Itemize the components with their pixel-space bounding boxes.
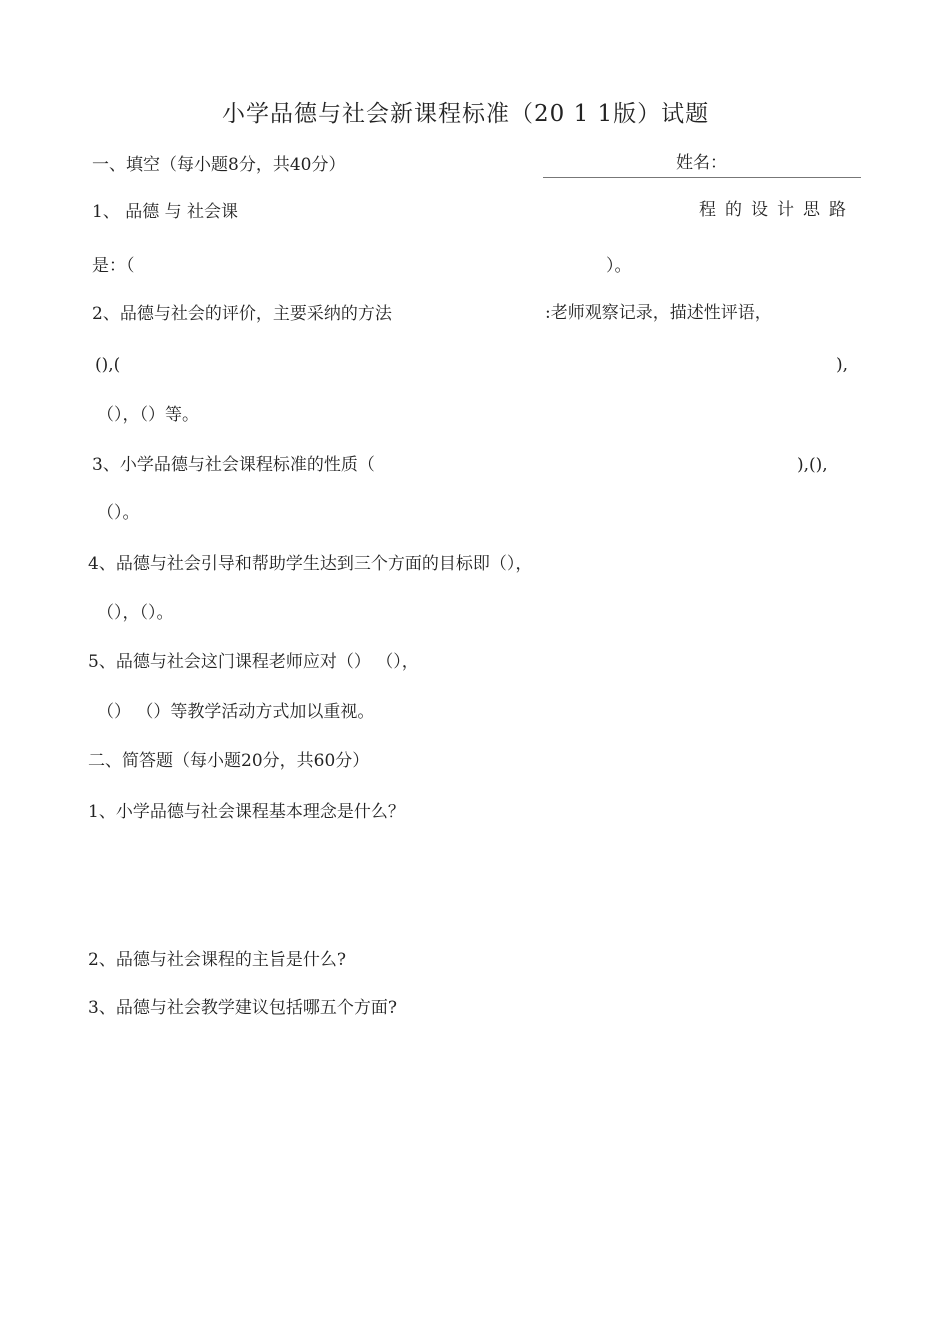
q2-answer-close: ), — [836, 355, 849, 375]
q2-answer-line3: （），（）等。 — [97, 405, 199, 425]
q2-answer-open: (),( — [95, 355, 121, 375]
q3-text-right: ),(), — [797, 455, 828, 475]
q3-text-left: 3、小学品德与社会课程标准的性质（ — [92, 455, 375, 475]
q2-text-right: :老师观察记录，描述性评语， — [545, 303, 772, 323]
section2-heading: 二、简答题（每小题20分，共60分） — [88, 751, 370, 771]
q5-line2: （） （）等教学活动方式加以重视。 — [97, 702, 375, 722]
q2-text-left: 2、品德与社会的评价，主要采纳的方法 — [92, 304, 392, 324]
q1-text-left: 1、 品德 与 社会课 — [92, 202, 239, 222]
section2-q1: 1、小学品德与社会课程基本理念是什么？ — [88, 802, 405, 822]
section2-q2: 2、品德与社会课程的主旨是什么? — [88, 950, 346, 970]
section2-q3: 3、品德与社会教学建议包括哪五个方面? — [88, 998, 397, 1018]
q4-line2: （），（）。 — [97, 603, 174, 623]
q4-line1: 4、品德与社会引导和帮助学生达到三个方面的目标即（）， — [88, 554, 533, 574]
q1-text-right: 程的设计思路 — [699, 200, 855, 220]
page-title: 小学品德与社会新课程标准（20 1 1版）试题 — [222, 101, 710, 127]
q3-answer-line2: （）。 — [97, 503, 140, 523]
section1-heading: 一、填空（每小题8分，共40分） — [92, 155, 346, 175]
q5-line1: 5、品德与社会这门课程老师应对（） （）， — [88, 652, 419, 672]
q1-answer-close: ）。 — [606, 256, 632, 276]
name-label: 姓名： — [676, 153, 727, 173]
q1-answer-open: 是：（ — [92, 256, 135, 276]
name-underline — [543, 177, 861, 178]
